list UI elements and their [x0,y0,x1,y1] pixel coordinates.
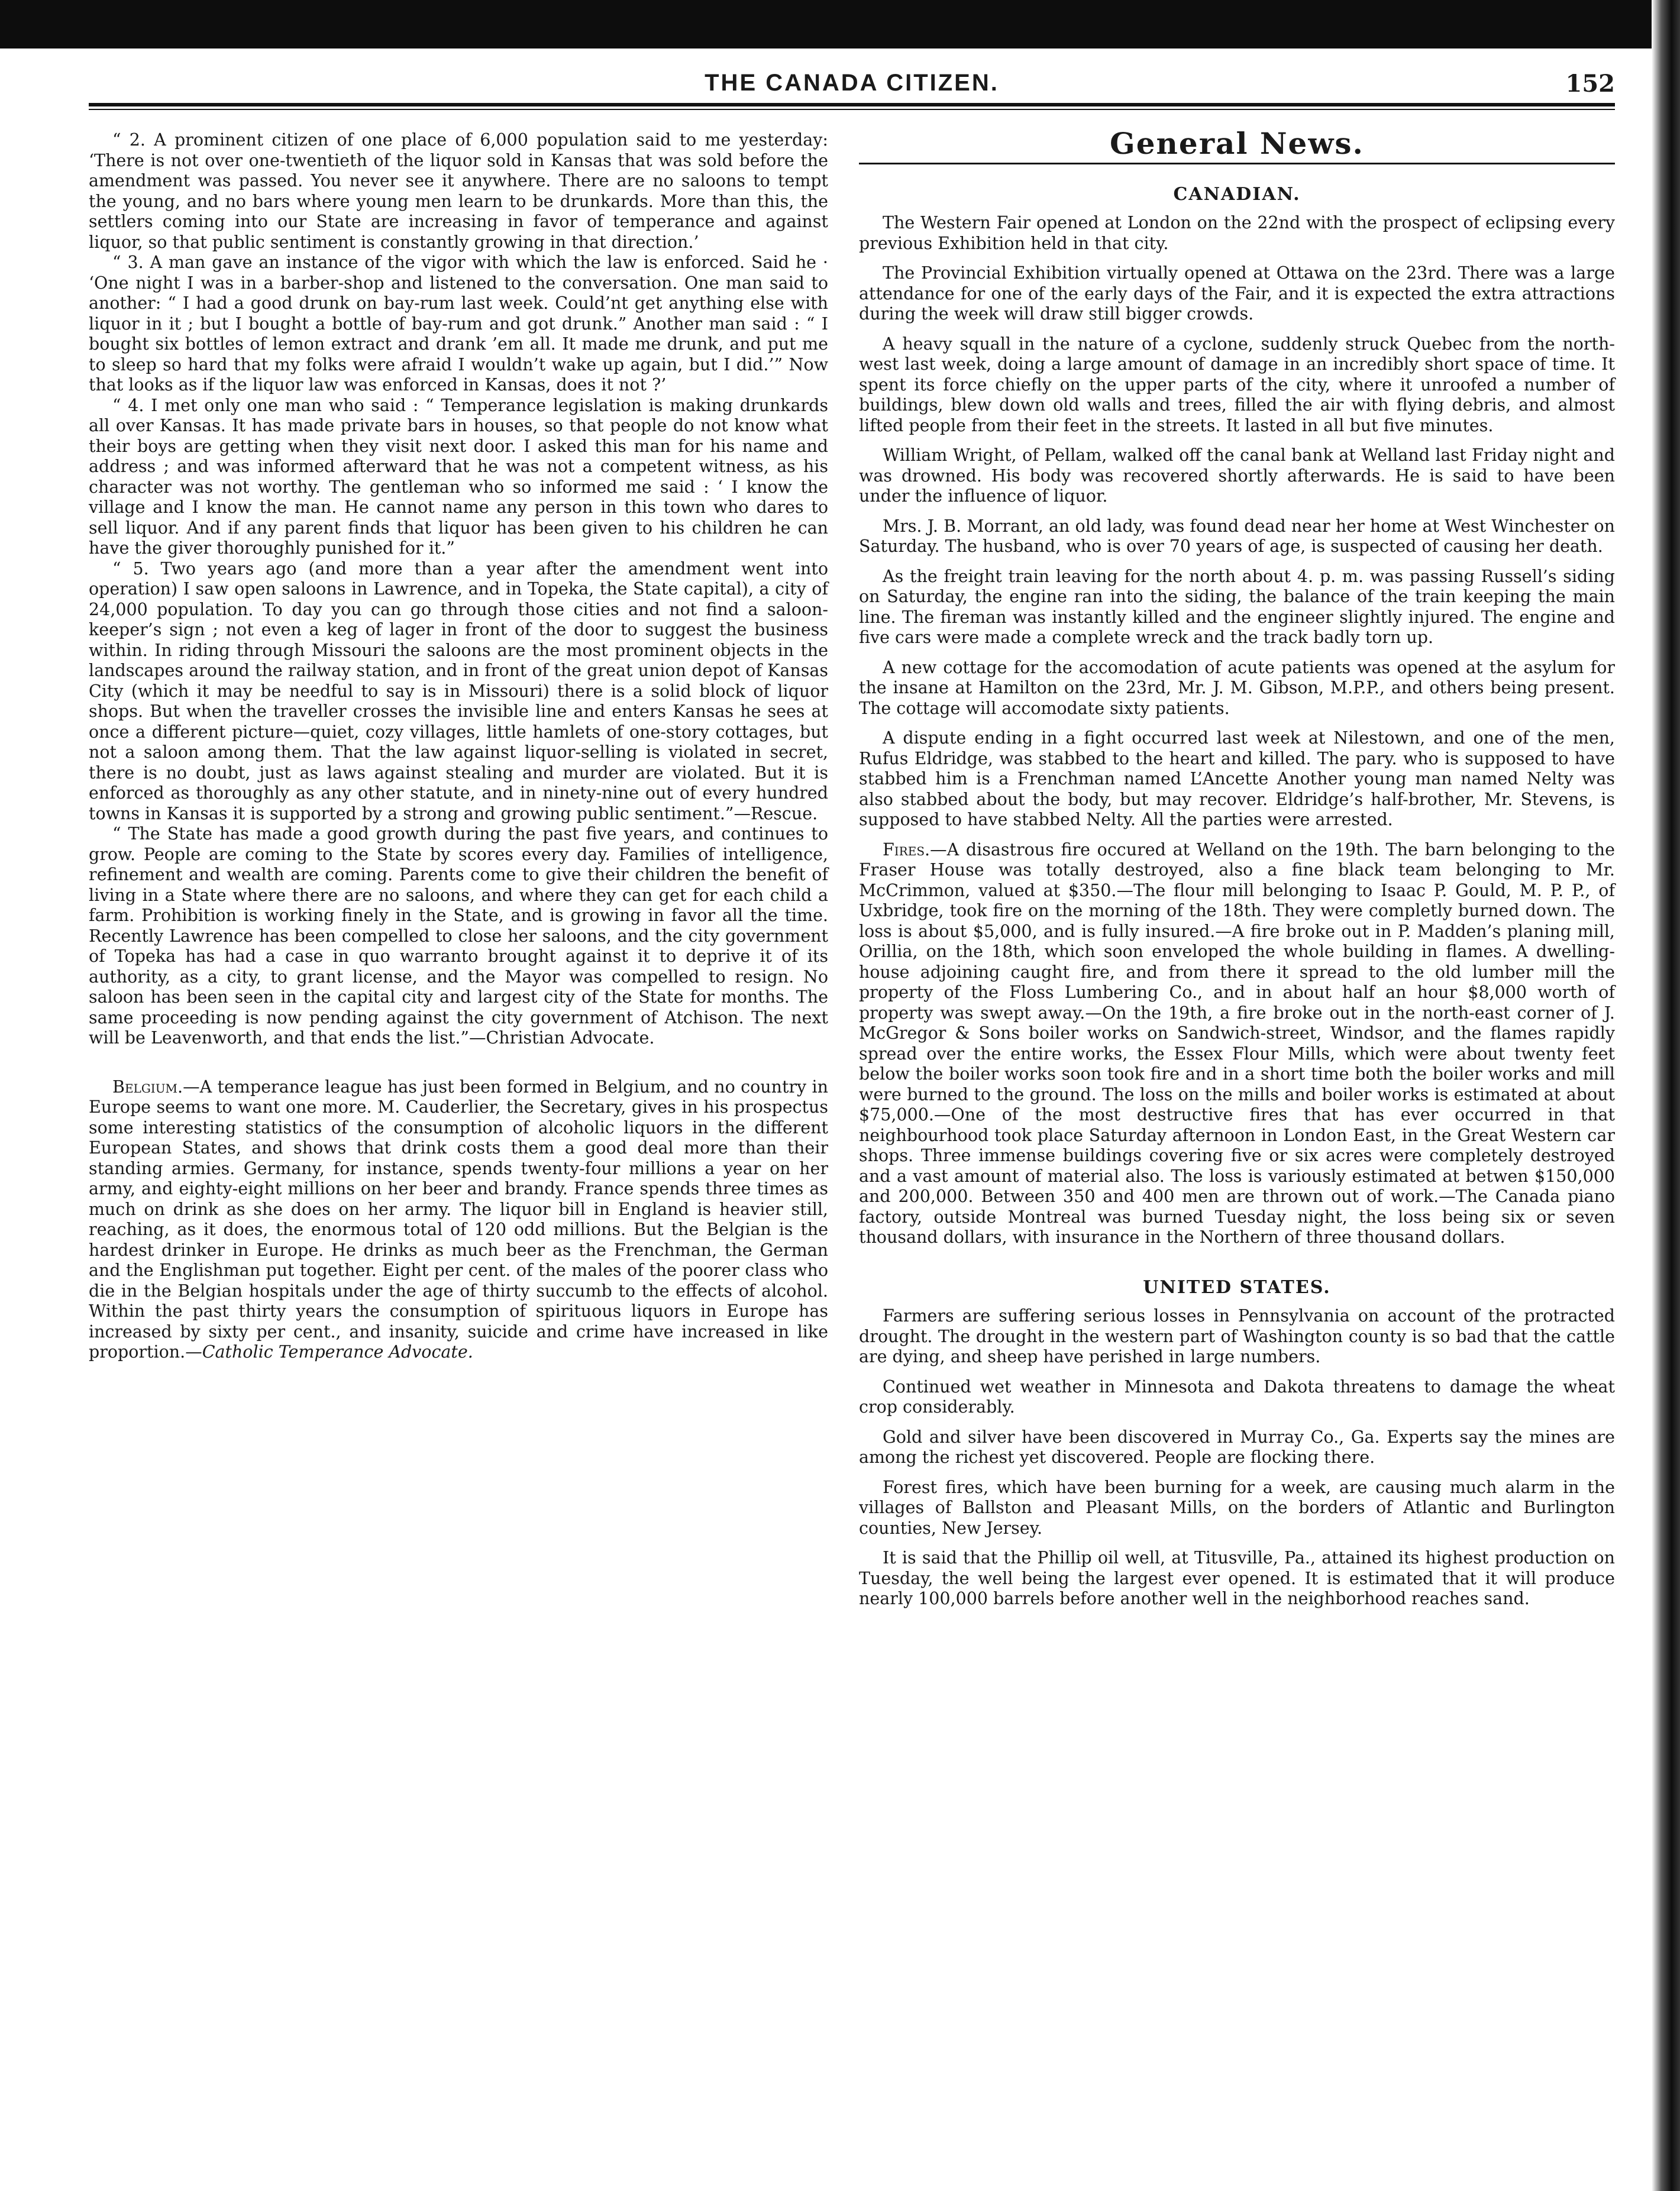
news-item: It is said that the Phillip oil well, at Titusville, Pa., attained its highest production on Tuesday, the well being the largest ever opened. It is estimated that it will produce nearly 100,000 barrels before another well in the neighborhood reaches sand. [859,1548,1615,1608]
newspaper-page [89,59,1615,1608]
belgium-signature: —Catholic Temperance Advocate. [185,1342,473,1362]
news-item: A heavy squall in the nature of a cyclone, suddenly struck Quebec from the north-west last week, doing a large amount of damage in an incredibly short space of time. It spent its force chiefly on the upper parts of the city, where it unroofed a number of buildings, blew down old walls and trees, filled the air with flying debris, and almost lifted people from their feet in the streets. It lasted in all but five minutes. [859,334,1615,435]
subhead-canadian: CANADIAN. [1173,183,1301,205]
belgium-text: —A temperance league has just been formed in Belgium, and no country in Europe seems to want one more. M. Cauderlier, the Secretary, gives in his prospectus some interesting statistics of the consumption of alcoholic liquors in the different European States, and shows that drink costs them a good deal more than their standing armies. Germany, for instance, spends twenty-four millions a year on her army, and eighty-eight millions on her beer and brandy. France spends three times as much on drink as she does on her army. The liquor bill in England is heavier still, reaching, as it does, the enormous total of 120 odd millions. But the Belgian is the hardest drinker in Europe. He drinks as much beer as the Frenchman, the German and the Englishman put together. Eight per cent. of the males of the poorer class who die in the Belgian hospitals under the age of thirty succumb to the effects of alcohol. Within the past thirty years the consumption of spirituous liquors in Europe has increased by sixty per cent., and insanity, suicide and crime have increased in like proportion. [89,1077,828,1362]
article-paragraph: “ 4. I met only one man who said : “ Temperance legislation is making drunkards all over Kansas. It has made private bars in houses, so that people do not know what their boys are getting when they visit next door. I asked this man for his name and address ; and was informed afterward that he was not a competent witness, as his character was not worthy. The gentleman who so informed me said : ‘ I know the village and I know the man. He cannot name any person in this town who dares to sell liquor. And if any parent finds that liquor has been given to his children he can have the giver thoroughly punished for it.” [89,395,828,558]
news-item: A dispute ending in a fight occurred last week at Nilestown, and one of the men, Rufus Eldridge, was stabbed to the heart and killed. The pary. who is supposed to have stabbed him is a Frenchman named L’Ancette Another young man named Nelty was also stabbed about the body, but may recover. Eldridge’s half-brother, Mr. Stevens, is supposed to have stabbed Nelty. All the parties were arrested. [859,728,1615,829]
scan-top-border [0,0,1680,49]
news-item: The Western Fair opened at London on the 22nd with the prospect of eclipsing every previous Exhibition held in that city. [859,213,1615,253]
news-item: Farmers are suffering serious losses in Pennsylvania on account of the protracted drought. The drought in the western part of Washington county is so bad that the cattle are dying, and sheep have perished in large numbers. [859,1306,1615,1366]
fires-item [859,840,1615,1248]
fires-text: —A disastrous fire occured at Welland on the 19th. The barn belonging to the Fraser House was totally destroyed, also a fine black team belonging to Mr. McCrimmon, valued at $350.—The flour mill belonging to Isaac P. Gould, M. P. P., of Uxbridge, took fire on the morning of the 18th. They were completly burned down. The loss is about $5,000, and is fully insured.—A fire broke out in P. Madden’s planing mill, Orillia, on the 18th, which soon enveloped the whole building in flames. A dwelling-house adjoining caught fire, and from there it spread to the old lumber mill the property of the Floss Lumbering Co., and in about half an hour $8,000 worth of property was swept away.—On the 19th, a fire broke out in the north-east corner of J. McGregor & Sons boiler works on Sandwich-street, Windsor, and the flames rapidly spread over the entire works, the Essex Flour Mills, which were about twenty feet below the boiler works soon took fire and in a short time both the boiler works and mill were burned to the ground. The loss on the mills and boiler works is estimated at about $75,000.—One of the most destructive fires that has ever occurred in that neighbourhood took place Saturday afternoon in London East, in the Great Western car shops. Three immense buildings covering five or six acres were completely destroyed and a vast amount of material also. The loss is variously estimated at betwen $150,000 and 200,000. Between 350 and 400 men are thrown out of work.—The Canada piano factory, outside Montreal was burned Tuesday night, the loss being six or seven thousand dollars, with insurance in the Northern of three thousand dollars. [859,839,1615,1247]
scan-page-edge [1652,0,1680,2191]
running-title: THE CANADA CITIZEN. [705,70,999,96]
article-paragraph: “ The State has made a good growth during the past five years, and continues to grow. People are coming to the State by scores every day. Families of intelligence, refinement and wealth are coming. Parents come to give their children the benefit of living in a State where there are no saloons, and where they can get for each child a farm. Prohibition is working finely in the State, and is growing in favor all the time. Recently Lawrence has been compelled to close her saloons, and the city government of Topeka has had a case in quo warranto brought against it to deprive it of its authority, as a city, to grant license, and the Mayor was compelled to resign. No saloon has been seen in the capital city and largest city of the State for months. The same proceeding is now pending against the city government of Atchison. The next will be Leavenworth, and that ends the list.”—Christian Advocate. [89,824,828,1048]
right-column [859,126,1615,1619]
news-item: Gold and silver have been discovered in Murray Co., Ga. Experts say the mines are among the richest yet discovered. People are flocking there. [859,1427,1615,1467]
article-paragraph: “ 2. A prominent citizen of one place of 6,000 population said to me yesterday: ‘There is not over one-twentieth of the liquor sold in Kansas that was sold before the amendment was passed. You never see it anywhere. There are no saloons to tempt the young, and no bars where young men learn to be drunkards. More than this, the settlers coming into our State are increasing in favor of temperance and against liquor, so that public sentiment is constantly growing in that direction.’ [89,130,828,252]
news-item: Mrs. J. B. Morrant, an old lady, was found dead near her home at West Winchester on Saturday. The husband, who is over 70 years of age, is suspected of causing her death. [859,516,1615,556]
section-rule [859,163,1615,164]
left-column [89,130,828,1363]
page-header [89,59,1615,102]
article-paragraph: “ 5. Two years ago (and more than a year after the amendment went into operation) I saw open saloons in Lawrence, and in Topeka, the State capital), a city of 24,000 population. To day you can go through those cities and not find a saloon-keeper’s sign ; not even a keg of lager in front of the door to suggest the business within. In riding through Missouri the saloons are the most prominent objects in the landscapes around the railway station, and in front of the great union depot of Kansas City (which it may be needful to say is in Missouri) there is a solid block of liquor shops. But when the traveller crosses the invisible line and enters Kansas he sees at once a different picture—quiet, cozy villages, little hamlets of one-story cottages, but not a saloon among them. That the law against liquor-selling is violated in secret, there is no doubt, just as laws against stealing and murder are violated. But it is enforced as thoroughly as any other statute, and in ninety-nine out of every hundred towns in Kansas it is supported by a strong and growing public sentiment.”—Rescue. [89,558,828,823]
section-title: General News. [1110,126,1364,161]
news-item: Continued wet weather in Minnesota and Dakota threatens to damage the wheat crop considerably. [859,1376,1615,1417]
fires-lead: Fires. [883,839,931,859]
news-item: William Wright, of Pellam, walked off the canal bank at Welland last Friday night and was drowned. His body was recovered shortly afterwards. He is said to have been under the influence of liquor. [859,445,1615,506]
belgium-lead: Belgium. [112,1077,183,1097]
news-item: As the freight train leaving for the north about 4. p. m. was passing Russell’s siding on Saturday, the engine ran into the siding, the balance of the train keeping the main line. The fireman was instantly killed and the engineer slightly injured. The engine and five cars were made a complete wreck and the track badly torn up. [859,566,1615,647]
news-item: A new cottage for the accomodation of acute patients was opened at the asylum for the insane at Hamilton on the 23rd, Mr. J. M. Gibson, M.P.P., and others being present. The cottage will accomodate sixty patients. [859,657,1615,718]
news-item: The Provincial Exhibition virtually opened at Ottawa on the 23rd. There was a large attendance for one of the early days of the Fair, and it is expected the extra attractions during the week will draw still bigger crowds. [859,263,1615,324]
belgium-article [89,1077,828,1363]
page-number: 152 [1565,70,1615,98]
news-item: Forest fires, which have been burning for a week, are causing much alarm in the villages of Ballston and Pleasant Mills, on the borders of Atlantic and Burlington counties, New Jersey. [859,1477,1615,1538]
subhead-united-states: UNITED STATES. [1143,1277,1331,1298]
header-rule [89,103,1615,110]
article-paragraph: “ 3. A man gave an instance of the vigor with which the law is enforced. Said he · ‘One night I was in a barber-shop and listened to the conversation. One man said to another: “ I had a good drunk on bay-rum last week. Could’nt get anything else with liquor in it ; but I bought a bottle of bay-rum and got drunk.” Another man said : “ I bought six bottles of lemon extract and drank ’em all. It made me drunk, and put me to sleep so hard that my folks were afraid I wouldn’t wake up again, but I did.’” Now that looks as if the liquor law was enforced in Kansas, does it not ?’ [89,253,828,395]
